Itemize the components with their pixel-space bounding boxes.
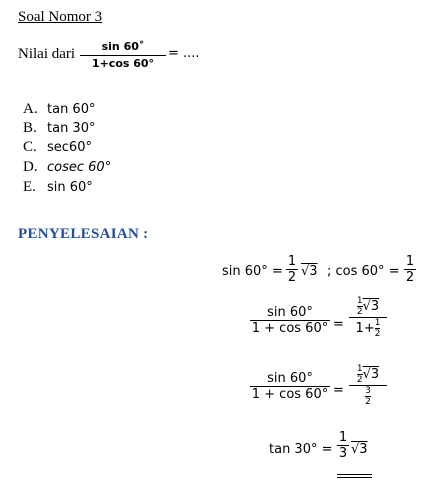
section-title: PENYELESAIAN : <box>18 226 149 242</box>
question-prefix: Nilai dari <box>18 46 76 62</box>
denominator: 2 <box>374 329 381 339</box>
question-suffix: = .... <box>168 46 200 61</box>
sqrt3: √3 <box>301 264 318 279</box>
rhs-fraction <box>349 364 387 408</box>
denominator: 2 <box>287 270 297 285</box>
problem-title: Soal Nomor 3 <box>18 9 103 25</box>
option-letter: B. <box>23 120 37 136</box>
option-a <box>23 101 95 118</box>
rhs-numerator <box>349 296 387 317</box>
question-fraction <box>80 40 166 71</box>
option-b <box>23 120 95 137</box>
option-value: sec60° <box>47 140 92 155</box>
denominator: 3 <box>338 446 348 461</box>
option-c <box>23 139 92 156</box>
half-fraction <box>375 318 381 339</box>
option-letter: D. <box>23 159 38 175</box>
cos60-lhs: ; cos 60° = <box>327 264 400 279</box>
answer-double-underline-top <box>337 474 372 475</box>
numerator: sin 60° <box>267 305 313 320</box>
option-value: tan 60° <box>47 102 96 117</box>
three-halves-fraction <box>365 386 371 407</box>
numerator: 1 <box>356 364 363 374</box>
rhs-numerator <box>349 364 387 385</box>
numerator: 1 <box>374 318 381 328</box>
denominator: 2 <box>356 375 363 385</box>
equals-sign: = <box>333 383 344 398</box>
sqrt3: √3 <box>362 299 380 314</box>
tan30-lhs: tan 30° = <box>269 442 333 457</box>
plus-sign: + <box>363 321 375 336</box>
equals-sign: = <box>333 317 344 332</box>
numerator: 1 <box>287 254 297 269</box>
denominator: 2 <box>405 270 415 285</box>
option-letter: E. <box>23 179 36 195</box>
option-letter: A. <box>23 101 38 117</box>
denominator: 1 + cos 60° <box>251 321 329 336</box>
denominator: 1 + cos 60° <box>251 387 329 402</box>
sin60-lhs: sin 60° = <box>222 264 283 279</box>
third-fraction <box>337 430 349 461</box>
option-e <box>23 179 93 196</box>
rhs-denominator <box>349 318 387 339</box>
numerator: sin 60° <box>267 371 313 386</box>
denominator: 2 <box>365 397 371 407</box>
denominator: 2 <box>356 307 363 317</box>
numerator: 1 <box>338 430 348 445</box>
half-fraction <box>404 254 416 285</box>
sqrt3: √3 <box>351 442 368 457</box>
fraction-bar <box>80 55 166 56</box>
option-letter: C. <box>23 139 37 155</box>
sqrt3: √3 <box>362 367 380 382</box>
question-denominator: 1+cos 60° <box>91 57 155 70</box>
question-numerator: sin 60˚ <box>101 40 145 53</box>
numerator: 1 <box>356 296 363 306</box>
numerator: 1 <box>405 254 415 269</box>
lhs-fraction <box>250 305 330 336</box>
option-value: sin 60° <box>47 180 93 195</box>
lhs-fraction <box>250 371 330 402</box>
numerator: 3 <box>365 386 371 396</box>
rhs-fraction <box>349 296 387 339</box>
answer-double-underline-bottom <box>337 477 372 478</box>
option-value: tan 30° <box>47 121 96 136</box>
option-value: cosec 60° <box>47 160 112 175</box>
option-d <box>23 159 111 176</box>
half-fraction <box>286 254 298 285</box>
rhs-denominator <box>349 386 387 408</box>
one: 1 <box>355 321 364 336</box>
